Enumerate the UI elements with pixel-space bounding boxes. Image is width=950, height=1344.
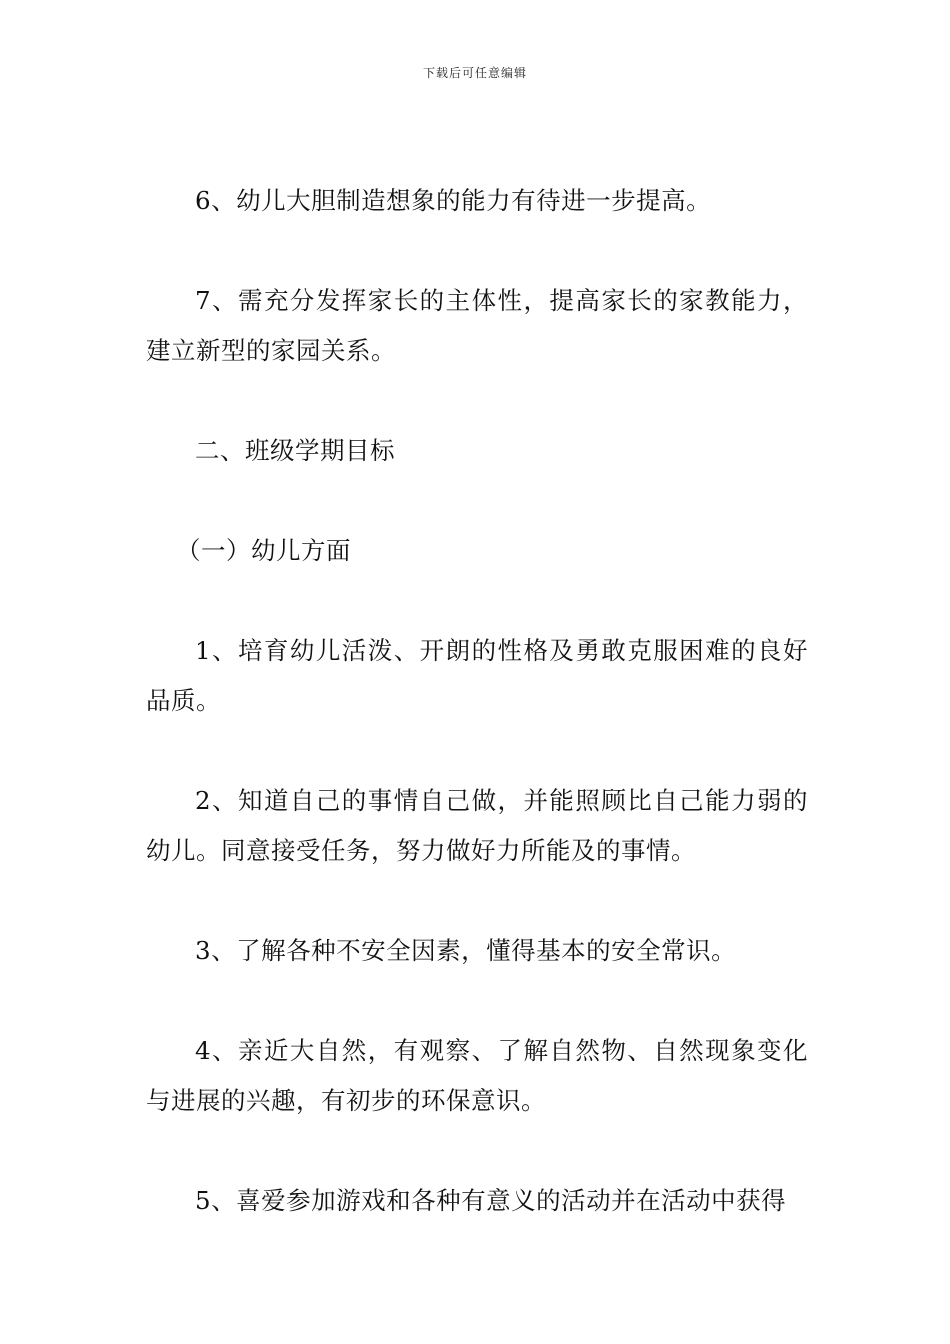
section-heading-class-goals: 二、班级学期目标	[195, 436, 395, 465]
goal-item-4: 4、亲近大自然，有观察、了解自然物、自然现象变化与进展的兴趣，有初步的环保意识。	[146, 1036, 808, 1115]
paragraph-item-7: 7、需充分发挥家长的主体性，提高家长的家教能力，建立新型的家园关系。	[146, 286, 808, 365]
page-header-note: 下载后可任意编辑	[422, 66, 527, 80]
document-body	[146, 176, 808, 1276]
goal-item-2: 2、知道自己的事情自己做，并能照顾比自己能力弱的幼儿。同意接受任务，努力做好力所能及的事情。	[146, 786, 808, 865]
goal-item-1: 1、培育幼儿活泼、开朗的性格及勇敢克服困难的良好品质。	[146, 636, 808, 715]
goal-item-5: 5、喜爱参加游戏和各种有意义的活动并在活动中获得	[195, 1186, 787, 1215]
subsection-heading-children: （一）幼儿方面	[176, 536, 351, 565]
goal-item-3: 3、了解各种不安全因素，懂得基本的安全常识。	[195, 936, 737, 965]
paragraph-item-6: 6、幼儿大胆制造想象的能力有待进一步提高。	[195, 186, 712, 215]
